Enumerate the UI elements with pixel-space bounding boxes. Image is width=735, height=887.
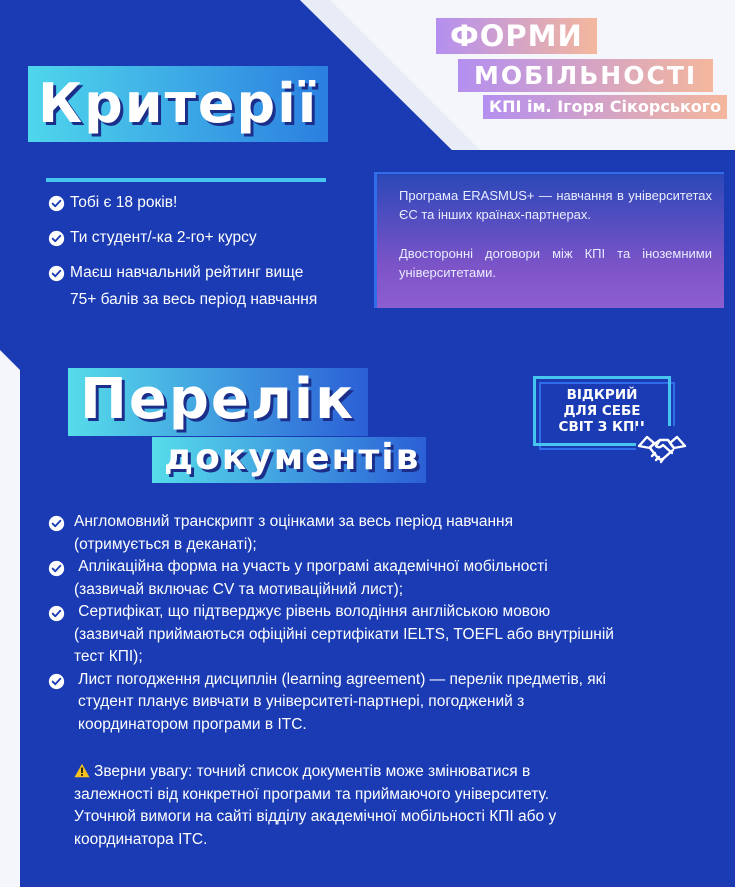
check-circle-icon [48,560,65,577]
check-circle-icon [48,265,65,282]
note-line-text: Зверни увагу: точний список документів може змінюватися в [94,763,531,780]
badge-line: СВІТ З КПІ! [558,419,646,435]
document-item-line: Англомовний транскрипт з оцінками за весь період навчання [74,513,514,530]
criteria-item-text: Ти студент/-ка 2-го+ курсу [70,229,257,246]
documents-title-line2-box [152,437,426,483]
criteria-list [48,192,317,324]
forms-title-line3: КПІ ім. Ігоря Сікорського [483,95,727,119]
criteria-item [48,227,317,249]
badge-line: ДЛЯ СЕБЕ [563,403,641,419]
check-circle-icon [48,605,65,622]
check-circle-icon [48,515,65,532]
criteria-item [48,262,317,284]
note-line: залежності від конкретної програми та приймаючого університету. [74,785,550,803]
document-item [48,556,648,601]
document-item [48,669,648,737]
documents-title-line2: документів [164,437,421,478]
document-item-line: тест КПІ); [74,648,143,665]
document-item-line: (зазвичай включає CV та мотиваційний лист); [74,580,404,598]
check-circle-icon [48,230,65,247]
check-circle-icon [48,195,65,212]
program-bilateral: Двосторонні договори між КПІ та іноземними університетами. [399,246,712,280]
program-erasmus: Програма ERASMUS+ — навчання в університетах ЄС та інших країнах-партнерах. [399,188,712,222]
forms-title-line2: МОБІЛЬНОСТІ [458,59,713,92]
forms-title-line1: ФОРМИ [436,18,597,54]
handshake-icon [636,426,688,474]
criteria-title: Критерії [28,66,328,142]
programs-box [374,172,724,308]
note-line: Уточнюй вимоги на сайті відділу академічної мобільності КПІ або у [74,808,557,825]
criteria-item-continued [48,289,317,311]
documents-title-line1: Перелік [80,367,356,432]
document-item-line: Сертифікат, що підтверджує рівень володіння англійською мовою [74,603,551,620]
criteria-divider [46,178,326,182]
document-item-line: координатором програми в ІТС. [78,715,307,733]
documents-list [48,511,648,736]
document-item-line: (отримується в деканаті); [74,535,257,553]
note-line: координатора ІТС. [74,830,208,848]
criteria-item-text: 75+ балів за весь період навчання [70,291,318,308]
criteria-item-text: Тобі є 18 років! [70,194,178,211]
document-item-line: студент планує вивчати в університеті-партнері, погоджений з [78,693,525,710]
badge-line: ВІДКРИЙ [566,387,638,403]
document-item-line: Лист погодження дисциплін (learning agreement) — перелік предметів, які [74,670,606,688]
note-line [74,761,634,784]
criteria-item [48,192,317,214]
check-circle-icon [48,673,65,690]
criteria-item-text: Маєш навчальний рейтинг вище [70,264,304,281]
document-item-line: Аплікаційна форма на участь у програмі академічної мобільності [74,558,548,575]
document-item [48,601,648,669]
corner-decoration-left [0,350,20,887]
document-item [48,511,648,556]
documents-title-line1-box [68,368,368,436]
document-item-line: (зазвичай приймаються офіційні сертифікати IELTS, TOEFL або внутрішній [74,625,614,643]
documents-note [74,761,634,851]
warning-icon [74,763,90,778]
